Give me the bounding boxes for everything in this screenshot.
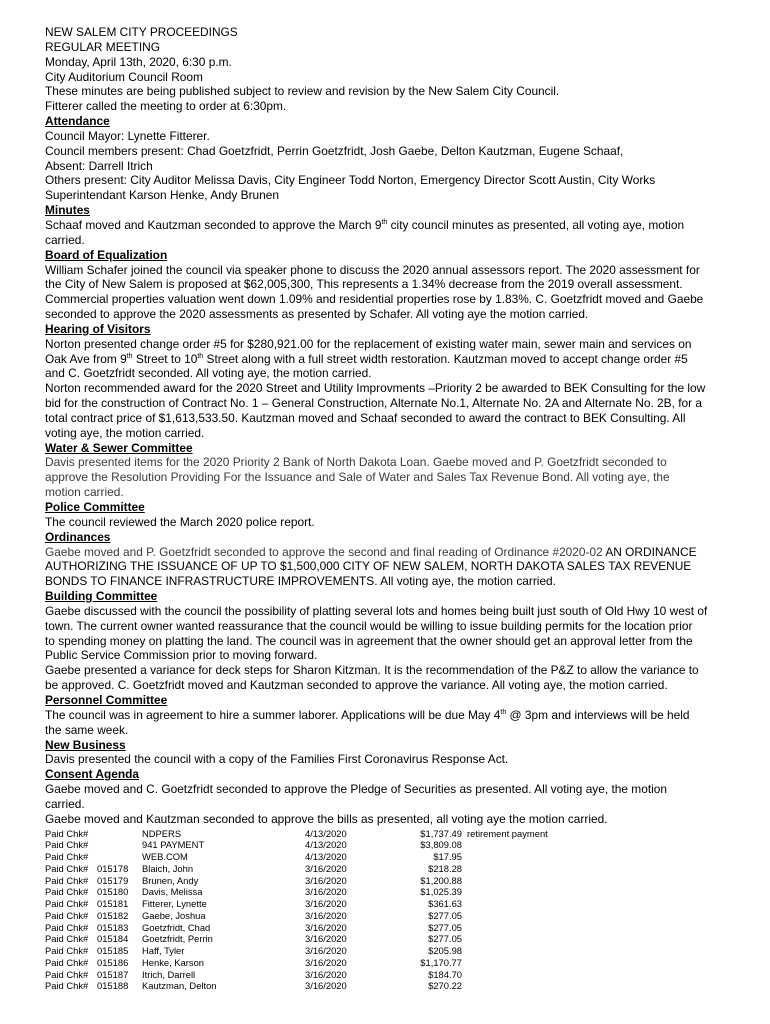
check-note	[462, 910, 548, 922]
check-number: 015181	[97, 898, 129, 910]
building-text: town. The current owner wanted reassurance that the council would be willing to issue building permits for the location prior	[45, 618, 693, 633]
police-text: The council reviewed the March 2020 police report.	[45, 514, 315, 529]
visitors-text: Norton recommended award for the 2020 Street and Utility Improvments –Priority 2 be awarded to BEK Consulting for the low	[45, 381, 706, 396]
check-payee: NDPERS	[142, 827, 182, 839]
check-date: 4/13/2020	[305, 851, 347, 863]
check-note	[462, 922, 548, 934]
visitors-text: voting aye, the motion carried.	[45, 425, 205, 440]
attendance-mayor: Council Mayor: Lynette Fitterer.	[45, 128, 210, 143]
consent-section	[45, 767, 750, 826]
check-payee: Haff, Tyler	[142, 945, 185, 957]
check-date: 4/13/2020	[305, 839, 347, 851]
check-date: 3/16/2020	[305, 898, 347, 910]
water-sewer-section	[45, 441, 750, 500]
check-label: Paid Chk#	[45, 851, 89, 863]
check-note	[462, 957, 548, 969]
attendance-section	[45, 114, 750, 203]
ordinances-text: BONDS TO FINANCE INFRASTRUCTURE IMPROVEMENTS. All voting aye, the motion carried.	[45, 574, 556, 589]
check-note	[462, 933, 548, 945]
building-text: Gaebe presented a variance for deck steps for Sharon Kitzman. It is the recommendation of the P&Z to allow the variance to	[45, 663, 699, 678]
building-text: be approved. C. Goetzfridt moved and Kautzman seconded to approve the variance. All voting aye, the motion carried.	[45, 678, 668, 693]
ordinal-superscript: th	[197, 352, 204, 360]
consent-text: Gaebe moved and C. Goetzfridt seconded to approve the Pledge of Securities as presented. All voting aye, the motion	[45, 782, 667, 797]
check-number: 015184	[97, 933, 129, 945]
paid-check-row	[45, 922, 548, 934]
check-label: Paid Chk#	[45, 968, 89, 980]
check-payee: Gaebe, Joshua	[142, 909, 206, 921]
check-amount: $1,025.39	[420, 886, 462, 898]
visitors-text: total contract price of $1,613,533.50. Kautzman moved and Schaaf seconded to award the contract to BEK Consulting. All	[45, 410, 686, 425]
ordinal-superscript: th	[381, 219, 388, 226]
paid-check-row	[45, 851, 548, 863]
paid-check-row	[45, 980, 548, 992]
review-notice: These minutes are being published subject to review and revision by the New Salem City Council.	[45, 84, 560, 99]
check-date: 3/16/2020	[305, 874, 347, 886]
check-amount: $17.95	[433, 851, 462, 863]
check-amount: $1,170.77	[420, 956, 462, 968]
paid-check-row	[45, 945, 548, 957]
check-number: 015179	[97, 874, 129, 886]
check-date: 3/16/2020	[305, 862, 347, 874]
check-amount: $277.05	[428, 909, 462, 921]
equalization-text: seconded to approve the 2020 assessments as presented by Schafer. All voting aye the motion carried.	[45, 307, 589, 322]
check-payee: Goetzfridt, Perrin	[142, 933, 213, 945]
check-number: 015185	[97, 945, 129, 957]
police-section	[45, 500, 750, 530]
check-date: 3/16/2020	[305, 886, 347, 898]
check-payee: Henke, Karson	[142, 956, 205, 968]
ordinances-heading: Ordinances	[45, 529, 111, 544]
new-business-heading: New Business	[45, 737, 126, 752]
minutes-text	[45, 218, 750, 233]
check-date: 4/13/2020	[305, 827, 347, 839]
check-date: 3/16/2020	[305, 921, 347, 933]
ordinances-text-part: AN ORDINANCE	[602, 544, 697, 559]
equalization-text: Commercial properties valuation went down 1.09% and residential properties rose by 1.83%. C. Goetzfridt moved and Gaebe	[45, 292, 704, 307]
paid-checks-table	[45, 828, 548, 993]
check-date: 3/16/2020	[305, 968, 347, 980]
check-payee: Davis, Melissa	[142, 886, 203, 898]
personnel-text: the same week.	[45, 722, 129, 737]
ordinances-text: AUTHORIZING THE ISSUANCE OF UP TO $1,500,000 CITY OF NEW SALEM, NORTH DAKOTA SALES TAX REVENUE	[45, 559, 692, 574]
check-number: 015187	[97, 968, 129, 980]
personnel-text	[45, 708, 750, 723]
new-business-section	[45, 738, 750, 768]
check-amount: $1,200.88	[420, 874, 462, 886]
check-date: 3/16/2020	[305, 980, 347, 992]
check-note	[462, 980, 548, 992]
check-number: 015178	[97, 862, 129, 874]
check-amount: $3,809.08	[420, 839, 462, 851]
visitors-text-part: Street along with a full street width restoration. Kautzman moved to accept change order #5	[203, 351, 688, 366]
check-note	[462, 898, 548, 910]
check-note	[462, 886, 548, 898]
check-amount: $277.05	[428, 933, 462, 945]
publication-title: NEW SALEM CITY PROCEEDINGS	[45, 25, 238, 39]
visitors-text: and C. Goetzfridt seconded. All voting aye, the motion carried.	[45, 366, 372, 381]
paid-check-row	[45, 933, 548, 945]
check-number	[97, 851, 142, 863]
minutes-section	[45, 203, 750, 248]
check-date: 3/16/2020	[305, 945, 347, 957]
consent-heading: Consent Agenda	[45, 767, 140, 782]
check-label: Paid Chk#	[45, 933, 89, 945]
document-header	[45, 25, 750, 114]
document-page	[45, 25, 750, 992]
ordinal-superscript: th	[126, 352, 133, 360]
personnel-text-part: @ 3pm and interviews will be held	[506, 707, 690, 722]
check-date: 3/16/2020	[305, 933, 347, 945]
meeting-date: Monday, April 13th, 2020, 6:30 p.m.	[45, 54, 232, 69]
personnel-heading: Personnel Committee	[45, 692, 168, 707]
paid-check-row	[45, 969, 548, 981]
attendance-others-line: Others present: City Auditor Melissa Davis, City Engineer Todd Norton, Emergency Director Scott Austin, City Works	[45, 173, 656, 188]
police-heading: Police Committee	[45, 500, 145, 514]
visitors-heading: Hearing of Visitors	[45, 321, 151, 336]
check-amount: $205.98	[428, 945, 462, 957]
visitors-text	[45, 352, 750, 367]
paid-check-row	[45, 886, 548, 898]
check-number: 015182	[97, 909, 129, 921]
check-note	[462, 875, 548, 887]
consent-text: Gaebe moved and Kautzman seconded to approve the bills as presented, all voting aye the motion carried.	[45, 811, 608, 826]
attendance-heading: Attendance	[45, 114, 110, 129]
check-note	[462, 945, 548, 957]
check-payee: 941 PAYMENT	[142, 839, 205, 851]
new-business-text: Davis presented the council with a copy of the Families First Coronavirus Response Act.	[45, 752, 509, 767]
equalization-text: William Schafer joined the council via speaker phone to discuss the 2020 annual assessors report. The 2020 assessment for	[45, 262, 700, 277]
water-sewer-text: Davis presented items for the 2020 Priority 2 Bank of North Dakota Loan. Gaebe moved and P. Goetzfridt seconded to	[45, 455, 667, 470]
check-number: 015188	[97, 980, 129, 992]
check-note	[462, 863, 548, 875]
personnel-text-part: The council was in agreement to hire a summer laborer. Applications will be due May 4	[45, 707, 501, 722]
check-amount: $361.63	[428, 898, 462, 910]
paid-check-row	[45, 898, 548, 910]
check-label: Paid Chk#	[45, 956, 89, 968]
check-date: 3/16/2020	[305, 956, 347, 968]
paid-check-row	[45, 828, 548, 840]
paid-check-row	[45, 910, 548, 922]
personnel-section	[45, 693, 750, 738]
meeting-location: City Auditorium Council Room	[45, 69, 203, 84]
attendance-others-line: Superintendant Karson Henke, Andy Brunen	[45, 188, 280, 203]
check-amount: $1,737.49	[420, 827, 462, 839]
check-amount: $184.70	[428, 968, 462, 980]
equalization-section	[45, 248, 750, 322]
check-payee: Fitterer, Lynette	[142, 898, 207, 910]
minutes-text-part: Schaaf moved and Kautzman seconded to approve the March 9	[45, 217, 382, 232]
check-number: 015186	[97, 956, 129, 968]
visitors-text-part: Oak Ave from 9	[45, 351, 127, 366]
building-text: Public Service Commission prior to moving forward.	[45, 648, 318, 663]
check-label: Paid Chk#	[45, 862, 89, 874]
visitors-text: Norton presented change order #5 for $280,921.00 for the replacement of existing water main, sewer main and services on	[45, 336, 692, 351]
visitors-text: bid for the construction of Contract No. 1 – General Construction, Alternate No.1, Alternate No. 2A and Alternate No. 2B, for a	[45, 396, 702, 411]
check-note	[462, 969, 548, 981]
equalization-text: the City of New Salem is proposed at $62,005,300, This represents a 1.34% decrease from the 2019 overall assessment.	[45, 277, 683, 292]
paid-check-row	[45, 875, 548, 887]
minutes-text: carried.	[45, 232, 85, 247]
check-label: Paid Chk#	[45, 874, 89, 886]
check-note	[462, 851, 548, 863]
check-label: Paid Chk#	[45, 827, 89, 839]
ordinal-superscript: th	[500, 708, 507, 716]
check-amount: $218.28	[428, 862, 462, 874]
check-payee: Kautzman, Delton	[142, 980, 217, 992]
meeting-type: REGULAR MEETING	[45, 39, 160, 54]
paid-check-row	[45, 957, 548, 969]
check-payee: Brunen, Andy	[142, 874, 199, 886]
check-label: Paid Chk#	[45, 921, 89, 933]
water-sewer-text: motion carried.	[45, 485, 124, 500]
minutes-heading: Minutes	[45, 203, 90, 218]
check-payee: Blaich, John	[142, 862, 194, 874]
equalization-heading: Board of Equalization	[45, 247, 168, 262]
call-to-order: Fitterer called the meeting to order at 6:30pm.	[45, 99, 287, 114]
paid-checks-body	[45, 828, 548, 993]
consent-text: carried.	[45, 796, 85, 811]
check-date: 3/16/2020	[305, 909, 347, 921]
visitors-text-part: Street to 10	[132, 351, 198, 366]
check-number: 015180	[97, 886, 129, 898]
check-number: 015183	[97, 921, 129, 933]
ordinances-section	[45, 530, 750, 589]
attendance-members: Council members present: Chad Goetzfridt, Perrin Goetzfridt, Josh Gaebe, Delton Kautzman, Eugene Schaaf,	[45, 143, 624, 158]
water-sewer-text: approve the Resolution Providing For the Issuance and Sale of Water and Sales Tax Revenue Bond. All voting aye, the	[45, 470, 670, 485]
paid-check-row	[45, 839, 548, 851]
check-note	[462, 839, 548, 851]
ordinances-text	[45, 545, 750, 560]
check-label: Paid Chk#	[45, 980, 89, 992]
check-note: retirement payment	[467, 827, 548, 839]
building-text: to spending money on platting the land. The council was in agreement that the owner should get an approval letter from the	[45, 633, 693, 648]
check-label: Paid Chk#	[45, 909, 89, 921]
attendance-absent: Absent: Darrell Itrich	[45, 158, 153, 173]
paid-check-row	[45, 863, 548, 875]
ordinances-text-part: Gaebe moved and P. Goetzfridt seconded to approve the second and final reading of Ordinance #2020-02	[45, 544, 603, 559]
check-payee: WEB.COM	[142, 851, 188, 863]
check-label: Paid Chk#	[45, 839, 89, 851]
check-payee: Itrich, Darrell	[142, 968, 196, 980]
building-heading: Building Committee	[45, 589, 158, 604]
check-number	[97, 839, 142, 851]
check-amount: $277.05	[428, 921, 462, 933]
minutes-text-part: city council minutes as presented, all voting aye, motion	[387, 217, 685, 232]
check-label: Paid Chk#	[45, 945, 89, 957]
check-number	[97, 828, 142, 840]
building-text: Gaebe discussed with the council the possibility of platting several lots and homes being built just south of Old Hwy 10 west of	[45, 603, 708, 618]
check-payee: Goetzfridt, Chad	[142, 921, 211, 933]
visitors-section	[45, 322, 750, 441]
check-label: Paid Chk#	[45, 898, 89, 910]
water-sewer-heading: Water & Sewer Committee	[45, 440, 193, 455]
check-label: Paid Chk#	[45, 886, 89, 898]
building-section	[45, 589, 750, 693]
check-amount: $270.22	[428, 980, 462, 992]
